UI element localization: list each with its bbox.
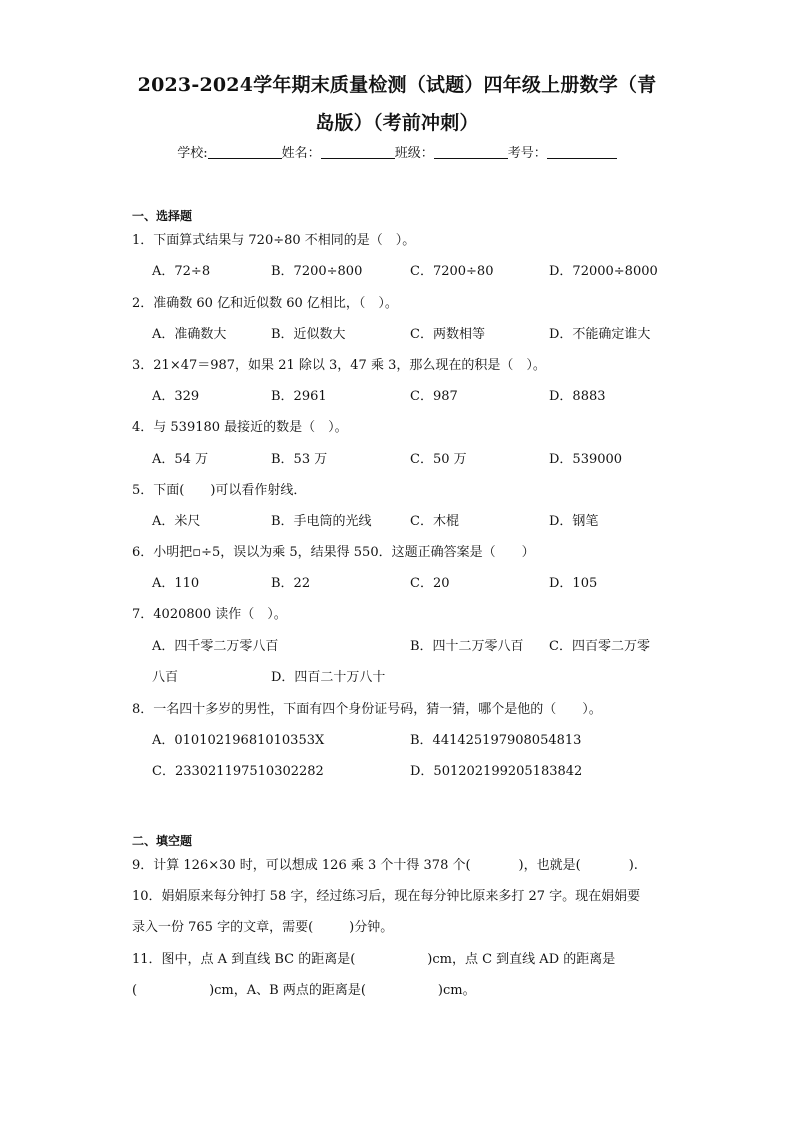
question-10-line-2: [132, 919, 393, 937]
question-2: 2．准确数 60 亿和近似数 60 亿相比，（ ）。: [132, 296, 398, 311]
q5-option-c[interactable]: C．木棍: [410, 514, 459, 529]
school-field[interactable]: [208, 144, 282, 159]
q3-option-d[interactable]: D．8883: [549, 389, 606, 404]
name-label: 姓名：: [281, 146, 321, 161]
q11-text-a: 11．图中，点 A 到直线 BC 的距离是(: [132, 952, 356, 967]
question-7: 7．4020800 读作（ ）。: [132, 607, 287, 622]
q11-text-b: )cm，点 C 到直线 AD 的距离是: [427, 952, 616, 967]
question-11-line-2: [132, 982, 476, 1000]
q5-option-a[interactable]: A．米尺: [152, 514, 201, 529]
q7-option-c[interactable]: C．四百零二万零: [549, 639, 650, 654]
section-heading-choice: 一、选择题: [132, 209, 193, 223]
q5-option-b[interactable]: B．手电筒的光线: [271, 514, 372, 529]
title-line-2: 岛版）（考前冲刺）: [315, 112, 479, 134]
name-field[interactable]: [321, 144, 395, 159]
q6-option-d[interactable]: D．105: [549, 576, 598, 591]
q8-option-d[interactable]: D．501202199205183842: [410, 764, 583, 779]
q8-option-c[interactable]: C．233021197510302282: [152, 764, 324, 779]
question-10-line-1: 10．娟娟原来每分钟打 58 字，经过练习后，现在每分钟比原来多打 27 字。现在娟娟要: [132, 889, 641, 904]
title-line-1: 2023-2024学年期末质量检测（试题）四年级上册数学（青: [137, 74, 657, 96]
q4-option-b[interactable]: B．53 万: [271, 452, 328, 467]
number-label: 考号：: [507, 146, 547, 161]
q10-text-b: )分钟。: [349, 920, 394, 935]
q5-option-d[interactable]: D．钢笔: [549, 514, 599, 529]
q1-option-a[interactable]: A．72÷8: [152, 264, 211, 279]
q7-option-a[interactable]: A．四千零二万零八百: [152, 639, 279, 654]
q11-text-d: )cm，A、B 两点的距离是(: [209, 983, 366, 998]
q11-text-c: (: [132, 983, 138, 998]
q4-option-a[interactable]: A．54 万: [152, 452, 209, 467]
number-field[interactable]: [547, 144, 617, 159]
q7-option-d[interactable]: D．四百二十万八十: [271, 670, 386, 685]
q4-option-c[interactable]: C．50 万: [410, 452, 467, 467]
question-8: 8．一名四十多岁的男性，下面有四个身份证号码，猜一猜，哪个是他的（ ）。: [132, 702, 602, 717]
q10-text-a: 录入一份 765 字的文章，需要(: [132, 920, 314, 935]
q2-option-a[interactable]: A．准确数大: [152, 327, 227, 342]
q8-option-b[interactable]: B．441425197908054813: [410, 733, 582, 748]
question-6: 6．小明把▫÷5，误以为乘 5，结果得 550．这题正确答案是（ ）: [132, 545, 535, 560]
q8-option-a[interactable]: A．01010219681010353X: [152, 733, 325, 748]
document-title: [118, 66, 676, 142]
q4-option-d[interactable]: D．539000: [549, 452, 623, 467]
q6-option-a[interactable]: A．110: [152, 576, 200, 591]
q6-option-c[interactable]: C．20: [410, 576, 450, 591]
question-11-line-1: [132, 951, 615, 969]
q1-option-c[interactable]: C．7200÷80: [410, 264, 494, 279]
q7-option-b[interactable]: B．四十二万零八百: [410, 639, 524, 654]
q11-text-e: )cm。: [437, 983, 476, 998]
class-label: 班级：: [394, 146, 434, 161]
q3-option-c[interactable]: C．987: [410, 389, 458, 404]
section-heading-fill-in: 二、填空题: [132, 834, 193, 848]
q1-option-d[interactable]: D．72000÷8000: [549, 264, 658, 279]
q3-option-a[interactable]: A．329: [152, 389, 200, 404]
q2-option-d[interactable]: D．不能确定谁大: [549, 327, 651, 342]
student-info-line: [0, 144, 794, 164]
q7-option-c-continued[interactable]: 八百: [152, 670, 179, 685]
q9-text-c: ).: [628, 858, 638, 873]
q9-text-a: 9．计算 126×30 时，可以想成 126 乘 3 个十得 378 个(: [132, 858, 471, 873]
q1-option-b[interactable]: B．7200÷800: [271, 264, 363, 279]
class-field[interactable]: [434, 144, 508, 159]
question-1: 1．下面算式结果与 720÷80 不相同的是（ ）。: [132, 233, 416, 248]
q6-option-b[interactable]: B．22: [271, 576, 311, 591]
question-9: [132, 857, 638, 875]
q3-option-b[interactable]: B．2961: [271, 389, 327, 404]
question-3: 3．21×47＝987，如果 21 除以 3，47 乘 3，那么现在的积是（ ）。: [132, 358, 546, 373]
q2-option-b[interactable]: B．近似数大: [271, 327, 346, 342]
q2-option-c[interactable]: C．两数相等: [410, 327, 485, 342]
q9-text-b: )，也就是(: [518, 858, 581, 873]
question-5: 5．下面( )可以看作射线．: [132, 483, 307, 498]
school-label: 学校:: [177, 146, 208, 161]
question-4: 4．与 539180 最接近的数是（ ）。: [132, 420, 348, 435]
